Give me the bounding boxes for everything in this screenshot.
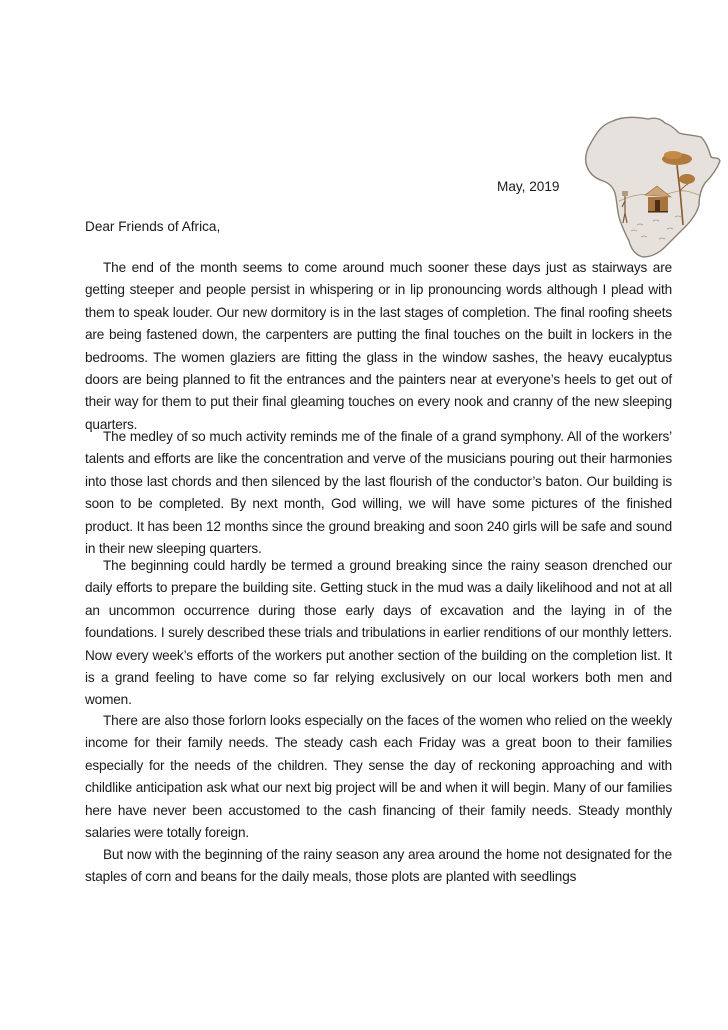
salutation: Dear Friends of Africa,: [85, 219, 221, 234]
paragraph-4: There are also those forlorn looks especially on the faces of the women who relied on the weekly income for their family needs. The steady cash each Friday was a great boon to their families especially for the needs of the children. They sense the day of reckoning approaching and with childlike anticipation ask what our next big project will be and when it will begin. Many of our families here have never been accustomed to the cash financing of their family needs. Steady monthly salaries were totally foreign.: [85, 713, 672, 841]
paragraph-5: But now with the beginning of the rainy season any area around the home not designated for the staples of corn and beans for the daily meals, those plots are planted with seedlings: [85, 847, 672, 885]
africa-map-icon: [583, 113, 721, 260]
paragraph-2: The medley of so much activity reminds me of the finale of a grand symphony. All of the workers’ talents and efforts are like the concentration and verve of the musicians pouring out their harmonies into those last chords and then silenced by the last flourish of the conductor’s baton. Our building is soon to be completed. By next month, God willing, we will have some pictures of the finished product. It has been 12 months since the ground breaking and soon 240 girls will be safe and sound in their new sleeping quarters.: [85, 429, 672, 557]
paragraph-1: The end of the month seems to come around much sooner these days just as stairways are getting steeper and people persist in whispering or in lip pronouncing words although I plead with them to speak louder. Our new dormitory is in the last stages of completion. The final roofing sheets are being fastened down, the carpenters are putting the final touches on the built in lockers in the bedrooms. The women glaziers are fitting the glass in the window sashes, the heavy eucalyptus doors are being planned to fit the entrances and the painters near at everyone’s heels to get out of their way for them to put their final gleaming touches on every nook and cranny of the new sleeping quarters.: [85, 260, 672, 432]
letter-date: May, 2019: [497, 179, 560, 194]
paragraph-3: The beginning could hardly be termed a ground breaking since the rainy season drenched our daily efforts to prepare the building site. Getting stuck in the mud was a daily likelihood and not at all an uncommon occurrence during those early days of excavation and the laying in of the foundations. I surely described these trials and tribulations in earlier renditions of our monthly letters. Now every week’s efforts of the workers put another section of the building on the completion list. It is a grand feeling to have come so far relying exclusively on our local workers both men and women.: [85, 558, 672, 708]
